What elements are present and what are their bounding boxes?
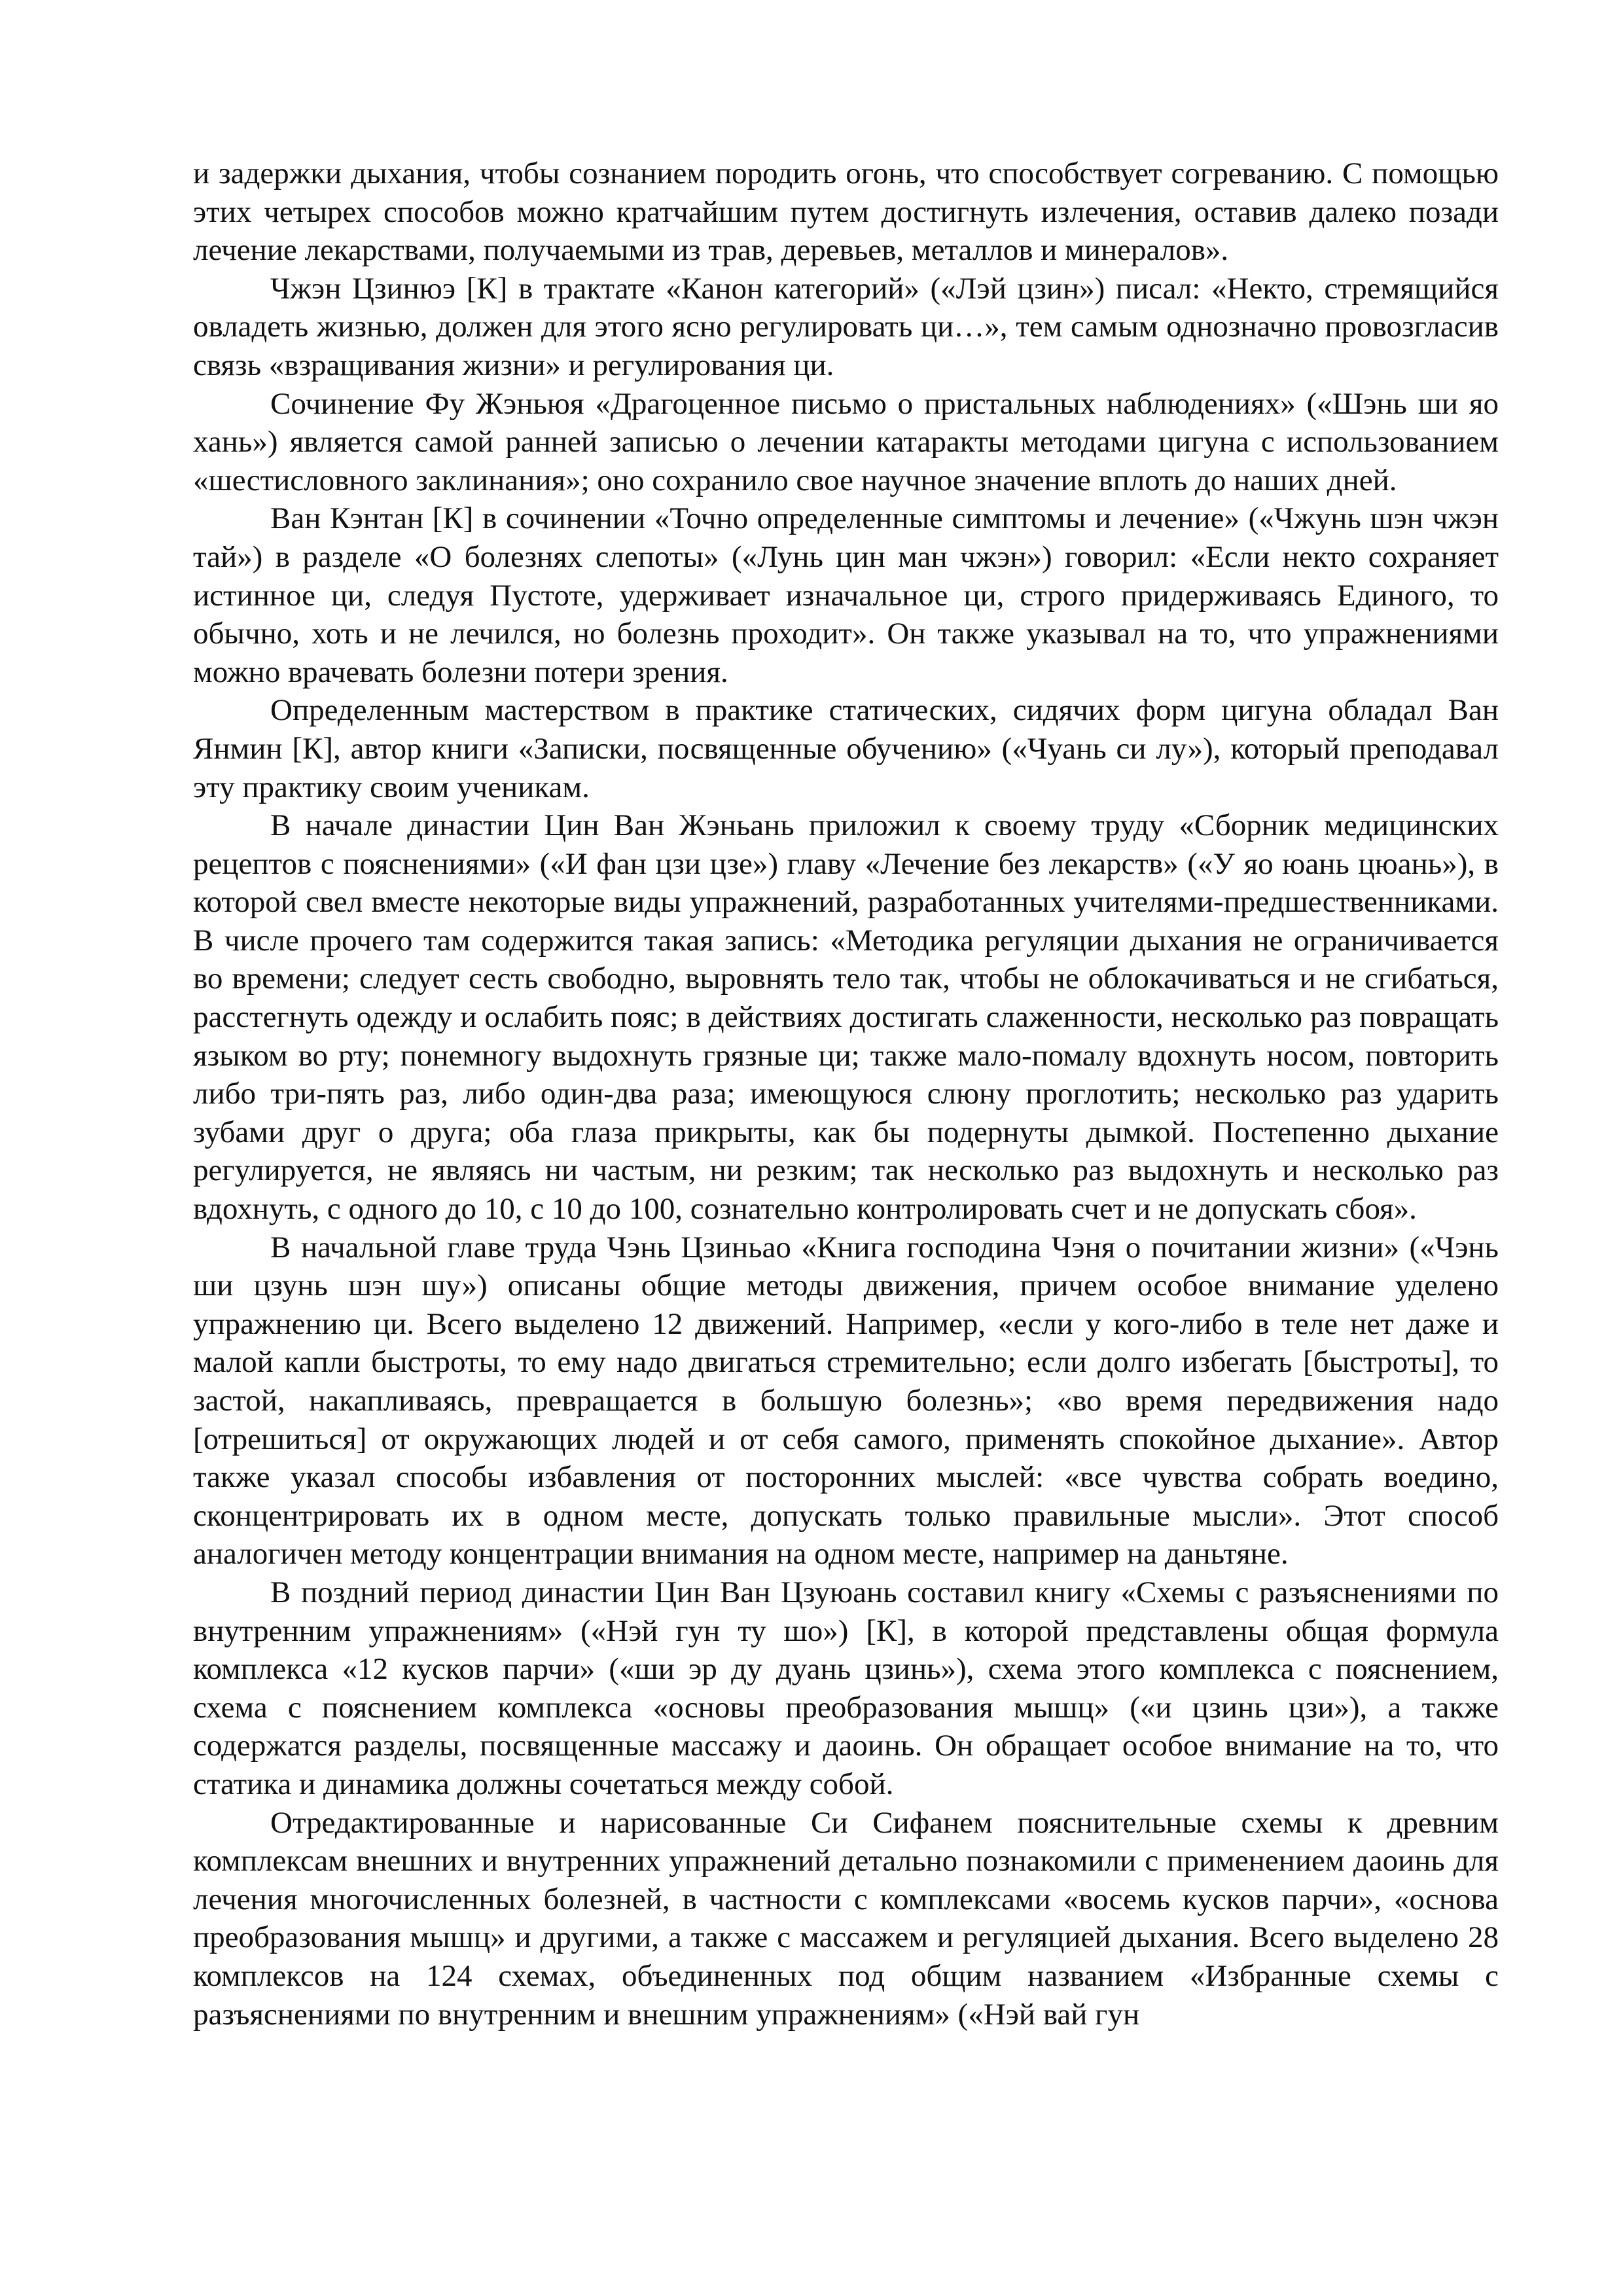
paragraph-6: В начале династии Цин Ван Жэньань приложил к своему труду «Сборник медицинских рецептов с пояснениями» («И фан цзи цзе») главу «Лечение без лекарств» («У яо юань цюань»), в которой свел вместе некоторые виды упражнений, разработанных учителями-предшественниками. В числе прочего там содержится такая запись: «Методика регуляции дыхания не ограничивается во времени; следует сесть свободно, выровнять тело так, чтобы не облокачиваться и не сгибаться, расстегнуть одежду и ослабить пояс; в действиях достигать слаженности, несколько раз повращать языком во рту; понемногу выдохнуть грязные ци; также мало-помалу вдохнуть носом, повторить либо три-пять раз, либо один-два раза; имеющуюся слюну проглотить; несколько раз ударить зубами друг о друга; оба глаза прикрыты, как бы подернуты дымкой. Постепенно дыхание регулируется, не являясь ни частым, ни резким; так несколько раз выдохнуть и несколько раз вдохнуть, с одного до 10, с 10 до 100, сознательно контролировать счет и не допускать сбоя».: [193, 808, 1499, 1227]
paragraph-1: и задержки дыхания, чтобы сознанием породить огонь, что способствует согреванию. С помощью этих четырех способов можно кратчайшим путем достигнуть излечения, оставив далеко позади лечение лекарствами, получаемыми из трав, деревьев, металлов и минералов».: [193, 156, 1499, 268]
paragraph-2: Чжэн Цзинюэ [К] в трактате «Канон категорий» («Лэй цзин») писал: «Некто, стремящийся овладеть жизнью, должен для этого ясно регулировать ци…», тем самым однозначно провозгласив связь «взращивания жизни» и регулирования ци.: [193, 271, 1499, 382]
paragraph-3: Сочинение Фу Жэньюя «Драгоценное письмо о пристальных наблюдениях» («Шэнь ши яо хань») является самой ранней записью о лечении катаракты методами цигуна с использованием «шестисловного заклинания»; оно сохранило свое научное значение вплоть до наших дней.: [193, 386, 1499, 497]
document-page: [193, 154, 1499, 2034]
paragraph-8: В поздний период династии Цин Ван Цзуюань составил книгу «Схемы с разъяснениями по внутренним упражнениям» («Нэй гун ту шо») [К], в которой представлены общая формула комплекса «12 кусков парчи» («ши эр ду дуань цзинь»), схема этого комплекса с пояснением, схема с пояснением комплекса «основы преобразования мышц» («и цзинь цзи»), а также содержатся разделы, посвященные массажу и даоинь. Он обращает особое внимание на то, что статика и динамика должны сочетаться между собой.: [193, 1575, 1499, 1801]
paragraph-9: Отредактированные и нарисованные Си Сифанем пояснительные схемы к древним комплексам внешних и внутренних упражнений детально познакомили с применением даоинь для лечения многочисленных болезней, в частности с комплексами «восемь кусков парчи», «основа преобразования мышц» и другими, а также с массажем и регуляцией дыхания. Всего выделено 28 комплексов на 124 схемах, объединенных под общим названием «Избранные схемы с разъяснениями по внутренним и внешним упражнениям» («Нэй вай гун: [193, 1805, 1499, 2032]
paragraph-7: В начальной главе труда Чэнь Цзиньао «Книга господина Чэня о почитании жизни» («Чэнь ши цзунь шэн шу») описаны общие методы движения, причем особое внимание уделено упражнению ци. Всего выделено 12 движений. Например, «если у кого-либо в теле нет даже и малой капли быстроты, то ему надо двигаться стремительно; если долго избегать [быстроты], то застой, накапливаясь, превращается в большую болезнь»; «во время передвижения надо [отрешиться] от окружающих людей и от себя самого, применять спокойное дыхание». Автор также указал способы избавления от посторонних мыслей: «все чувства собрать воедино, сконцентрировать их в одном месте, допускать только правильные мысли». Этот способ аналогичен методу концентрации внимания на одном месте, например на даньтяне.: [193, 1230, 1499, 1571]
paragraph-5: Определенным мастерством в практике статических, сидячих форм цигуна обладал Ван Янмин [К], автор книги «Записки, посвященные обучению» («Чуань си лу»), который преподавал эту практику своим ученикам.: [193, 693, 1499, 804]
paragraph-4: Ван Кэнтан [К] в сочинении «Точно определенные симптомы и лечение» («Чжунь шэн чжэн тай») в разделе «О болезнях слепоты» («Лунь цин ман чжэн») говорил: «Если некто сохраняет истинное ци, следуя Пустоте, удерживает изначальное ци, строго придерживаясь Единого, то обычно, хоть и не лечился, но болезнь проходит». Он также указывал на то, что упражнениями можно врачевать болезни потери зрения.: [193, 501, 1499, 689]
